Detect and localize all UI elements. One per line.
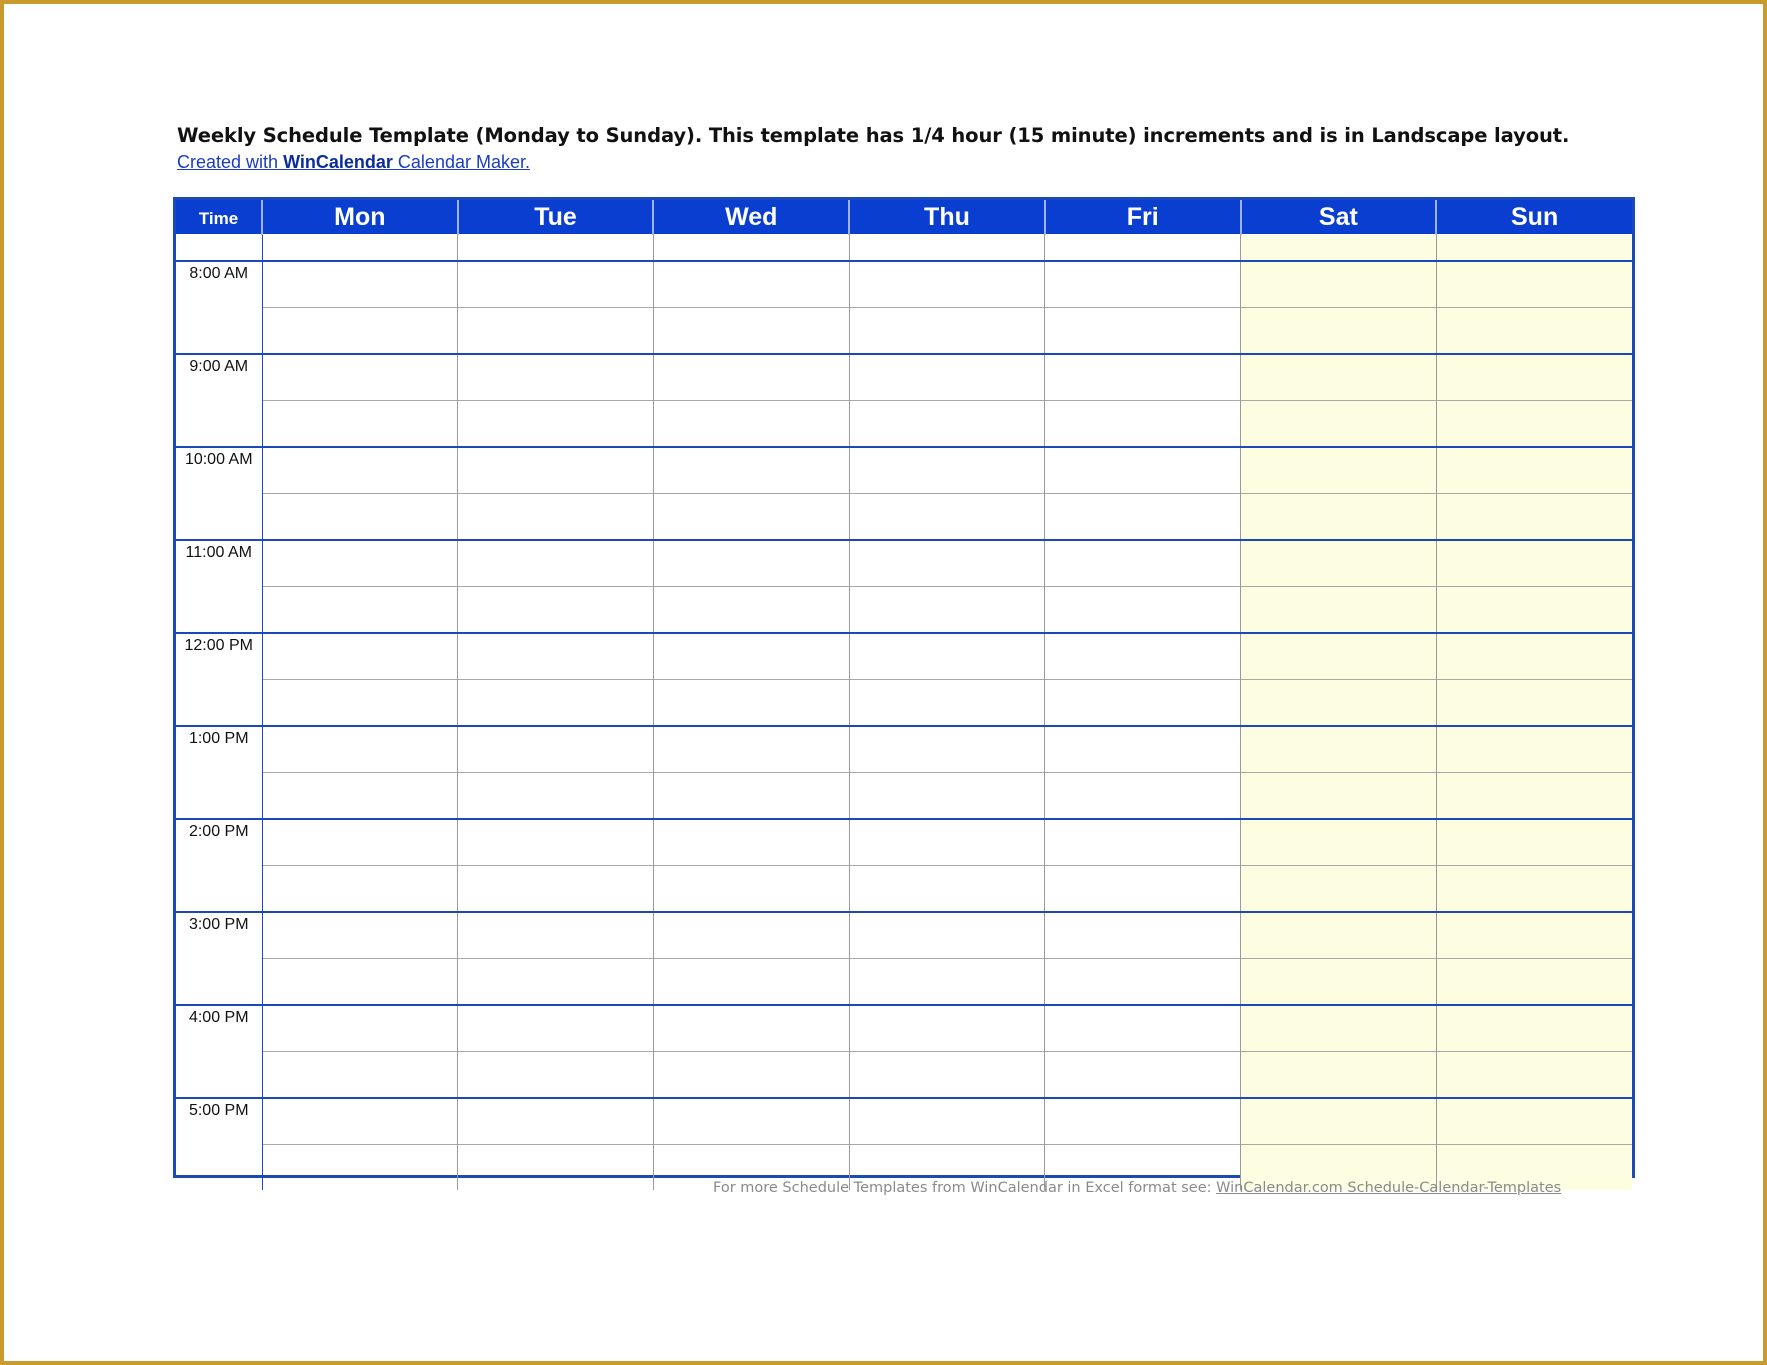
slot-thu-7-0[interactable]: [849, 912, 1045, 959]
slot-sat-4-1[interactable]: [1241, 680, 1437, 727]
slot-sat-blank[interactable]: [1241, 235, 1437, 262]
day-header-sat: Sat: [1241, 200, 1437, 235]
time-label: 2:00 PM: [176, 819, 262, 912]
slot-mon-blank[interactable]: [262, 235, 458, 262]
slot-tue-9-0[interactable]: [458, 1098, 654, 1145]
table-row: [176, 726, 1632, 773]
slot-tue-1-0[interactable]: [458, 354, 654, 401]
credit-link[interactable]: [177, 152, 530, 173]
slot-wed-2-1[interactable]: [653, 494, 849, 541]
slot-mon-4-0[interactable]: [262, 633, 458, 680]
slot-fri-3-1[interactable]: [1045, 587, 1241, 634]
table-row: [176, 540, 1632, 587]
slot-sun-0-1[interactable]: [1436, 308, 1632, 355]
slot-sat-7-0[interactable]: [1241, 912, 1437, 959]
table-row: [176, 401, 1632, 448]
slot-fri-5-0[interactable]: [1045, 726, 1241, 773]
slot-tue-0-1[interactable]: [458, 308, 654, 355]
table-row: [176, 354, 1632, 401]
slot-tue-9-1[interactable]: [458, 1145, 654, 1191]
slot-sun-1-1[interactable]: [1436, 401, 1632, 448]
slot-wed-0-0[interactable]: [653, 261, 849, 308]
table-row: [176, 773, 1632, 820]
slot-fri-7-1[interactable]: [1045, 959, 1241, 1006]
slot-sun-3-1[interactable]: [1436, 587, 1632, 634]
slot-thu-0-0[interactable]: [849, 261, 1045, 308]
schedule-body: [176, 235, 1632, 1191]
table-row: [176, 819, 1632, 866]
slot-wed-1-1[interactable]: [653, 401, 849, 448]
slot-fri-9-0[interactable]: [1045, 1098, 1241, 1145]
slot-mon-5-0[interactable]: [262, 726, 458, 773]
time-label: 10:00 AM: [176, 447, 262, 540]
slot-sun-5-0[interactable]: [1436, 726, 1632, 773]
day-header-wed: Wed: [653, 200, 849, 235]
credit-brand: WinCalendar: [283, 152, 393, 172]
slot-thu-9-0[interactable]: [849, 1098, 1045, 1145]
slot-sat-0-0[interactable]: [1241, 261, 1437, 308]
slot-fri-5-1[interactable]: [1045, 773, 1241, 820]
slot-fri-3-0[interactable]: [1045, 540, 1241, 587]
slot-thu-8-1[interactable]: [849, 1052, 1045, 1099]
slot-tue-1-1[interactable]: [458, 401, 654, 448]
slot-mon-2-1[interactable]: [262, 494, 458, 541]
slot-tue-0-0[interactable]: [458, 261, 654, 308]
slot-sat-9-0[interactable]: [1241, 1098, 1437, 1145]
slot-wed-8-0[interactable]: [653, 1005, 849, 1052]
slot-mon-1-1[interactable]: [262, 401, 458, 448]
slot-mon-0-1[interactable]: [262, 308, 458, 355]
slot-wed-blank[interactable]: [653, 235, 849, 262]
slot-sun-8-0[interactable]: [1436, 1005, 1632, 1052]
slot-wed-2-0[interactable]: [653, 447, 849, 494]
schedule-table: [176, 200, 1632, 1190]
slot-fri-4-1[interactable]: [1045, 680, 1241, 727]
slot-fri-8-0[interactable]: [1045, 1005, 1241, 1052]
credit-suffix: Calendar Maker.: [392, 152, 530, 172]
slot-mon-3-1[interactable]: [262, 587, 458, 634]
slot-thu-blank[interactable]: [849, 235, 1045, 262]
slot-tue-6-0[interactable]: [458, 819, 654, 866]
slot-sat-0-1[interactable]: [1241, 308, 1437, 355]
slot-mon-4-1[interactable]: [262, 680, 458, 727]
slot-thu-4-1[interactable]: [849, 680, 1045, 727]
time-label: 9:00 AM: [176, 354, 262, 447]
time-column-header: Time: [176, 200, 262, 235]
slot-thu-1-1[interactable]: [849, 401, 1045, 448]
slot-sun-7-1[interactable]: [1436, 959, 1632, 1006]
slot-sun-4-0[interactable]: [1436, 633, 1632, 680]
slot-fri-4-0[interactable]: [1045, 633, 1241, 680]
slot-thu-0-1[interactable]: [849, 308, 1045, 355]
slot-mon-7-0[interactable]: [262, 912, 458, 959]
slot-fri-0-0[interactable]: [1045, 261, 1241, 308]
slot-mon-2-0[interactable]: [262, 447, 458, 494]
table-row: [176, 1052, 1632, 1099]
slot-sun-6-1[interactable]: [1436, 866, 1632, 913]
slot-tue-7-1[interactable]: [458, 959, 654, 1006]
slot-tue-3-1[interactable]: [458, 587, 654, 634]
slot-sat-2-0[interactable]: [1241, 447, 1437, 494]
slot-fri-6-1[interactable]: [1045, 866, 1241, 913]
table-row: [176, 447, 1632, 494]
slot-wed-5-0[interactable]: [653, 726, 849, 773]
slot-wed-0-1[interactable]: [653, 308, 849, 355]
slot-thu-3-1[interactable]: [849, 587, 1045, 634]
slot-thu-6-0[interactable]: [849, 819, 1045, 866]
footer-text: For more Schedule Templates from WinCalendar in Excel format see:: [713, 1180, 1217, 1196]
slot-thu-2-0[interactable]: [849, 447, 1045, 494]
slot-tue-3-0[interactable]: [458, 540, 654, 587]
slot-tue-4-1[interactable]: [458, 680, 654, 727]
slot-mon-7-1[interactable]: [262, 959, 458, 1006]
slot-fri-7-0[interactable]: [1045, 912, 1241, 959]
slot-mon-9-0[interactable]: [262, 1098, 458, 1145]
slot-fri-1-0[interactable]: [1045, 354, 1241, 401]
slot-mon-6-0[interactable]: [262, 819, 458, 866]
table-row: [176, 308, 1632, 355]
slot-thu-1-0[interactable]: [849, 354, 1045, 401]
slot-wed-3-1[interactable]: [653, 587, 849, 634]
time-label: 8:00 AM: [176, 261, 262, 354]
footer-note: [713, 1180, 1561, 1196]
slot-sat-5-1[interactable]: [1241, 773, 1437, 820]
day-header-fri: Fri: [1045, 200, 1241, 235]
slot-wed-4-1[interactable]: [653, 680, 849, 727]
slot-tue-5-0[interactable]: [458, 726, 654, 773]
slot-sat-8-1[interactable]: [1241, 1052, 1437, 1099]
table-row: [176, 1005, 1632, 1052]
day-header-tue: Tue: [458, 200, 654, 235]
slot-mon-6-1[interactable]: [262, 866, 458, 913]
slot-tue-6-1[interactable]: [458, 866, 654, 913]
slot-wed-5-1[interactable]: [653, 773, 849, 820]
slot-sat-3-0[interactable]: [1241, 540, 1437, 587]
page-title: Weekly Schedule Template (Monday to Sunday). This template has 1/4 hour (15 minute) increments and is in Landscape layout.: [177, 124, 1570, 147]
time-label: 1:00 PM: [176, 726, 262, 819]
time-cell-blank: [176, 235, 262, 262]
slot-tue-blank[interactable]: [458, 235, 654, 262]
slot-wed-3-0[interactable]: [653, 540, 849, 587]
slot-mon-8-0[interactable]: [262, 1005, 458, 1052]
slot-fri-2-0[interactable]: [1045, 447, 1241, 494]
slot-sun-2-1[interactable]: [1436, 494, 1632, 541]
slot-thu-5-0[interactable]: [849, 726, 1045, 773]
slot-thu-2-1[interactable]: [849, 494, 1045, 541]
day-header-thu: Thu: [849, 200, 1045, 235]
slot-sun-4-1[interactable]: [1436, 680, 1632, 727]
day-header-mon: Mon: [262, 200, 458, 235]
slot-sun-7-0[interactable]: [1436, 912, 1632, 959]
table-row: [176, 587, 1632, 634]
slot-tue-4-0[interactable]: [458, 633, 654, 680]
weekly-schedule: [173, 197, 1635, 1178]
slot-sat-6-0[interactable]: [1241, 819, 1437, 866]
slot-wed-6-1[interactable]: [653, 866, 849, 913]
slot-sat-1-1[interactable]: [1241, 401, 1437, 448]
slot-wed-7-0[interactable]: [653, 912, 849, 959]
credit-prefix: Created with: [177, 152, 284, 172]
slot-thu-6-1[interactable]: [849, 866, 1045, 913]
blank-row: [176, 235, 1632, 262]
footer-link[interactable]: WinCalendar.com Schedule-Calendar-Templates: [1216, 1180, 1562, 1196]
slot-sun-2-0[interactable]: [1436, 447, 1632, 494]
slot-sat-8-0[interactable]: [1241, 1005, 1437, 1052]
slot-mon-8-1[interactable]: [262, 1052, 458, 1099]
slot-sat-2-1[interactable]: [1241, 494, 1437, 541]
slot-sat-7-1[interactable]: [1241, 959, 1437, 1006]
slot-fri-2-1[interactable]: [1045, 494, 1241, 541]
slot-sat-6-1[interactable]: [1241, 866, 1437, 913]
table-row: [176, 1098, 1632, 1145]
slot-wed-4-0[interactable]: [653, 633, 849, 680]
slot-thu-5-1[interactable]: [849, 773, 1045, 820]
slot-tue-2-1[interactable]: [458, 494, 654, 541]
slot-tue-2-0[interactable]: [458, 447, 654, 494]
schedule-header-row: [176, 200, 1632, 235]
slot-fri-1-1[interactable]: [1045, 401, 1241, 448]
table-row: [176, 261, 1632, 308]
slot-mon-1-0[interactable]: [262, 354, 458, 401]
slot-sun-blank[interactable]: [1436, 235, 1632, 262]
slot-wed-1-0[interactable]: [653, 354, 849, 401]
slot-fri-6-0[interactable]: [1045, 819, 1241, 866]
slot-sat-4-0[interactable]: [1241, 633, 1437, 680]
slot-tue-5-1[interactable]: [458, 773, 654, 820]
slot-tue-8-0[interactable]: [458, 1005, 654, 1052]
slot-fri-8-1[interactable]: [1045, 1052, 1241, 1099]
slot-sun-5-1[interactable]: [1436, 773, 1632, 820]
slot-thu-4-0[interactable]: [849, 633, 1045, 680]
table-row: [176, 866, 1632, 913]
time-label: 11:00 AM: [176, 540, 262, 633]
time-label: 12:00 PM: [176, 633, 262, 726]
slot-sun-9-0[interactable]: [1436, 1098, 1632, 1145]
table-row: [176, 680, 1632, 727]
slot-tue-8-1[interactable]: [458, 1052, 654, 1099]
table-row: [176, 959, 1632, 1006]
slot-thu-3-0[interactable]: [849, 540, 1045, 587]
slot-tue-7-0[interactable]: [458, 912, 654, 959]
slot-sun-6-0[interactable]: [1436, 819, 1632, 866]
slot-sun-3-0[interactable]: [1436, 540, 1632, 587]
table-row: [176, 633, 1632, 680]
slot-sun-0-0[interactable]: [1436, 261, 1632, 308]
slot-fri-0-1[interactable]: [1045, 308, 1241, 355]
slot-wed-6-0[interactable]: [653, 819, 849, 866]
time-label: 4:00 PM: [176, 1005, 262, 1098]
slot-fri-blank[interactable]: [1045, 235, 1241, 262]
slot-wed-7-1[interactable]: [653, 959, 849, 1006]
slot-mon-9-1[interactable]: [262, 1145, 458, 1191]
slot-sat-5-0[interactable]: [1241, 726, 1437, 773]
slot-sat-3-1[interactable]: [1241, 587, 1437, 634]
time-label: 3:00 PM: [176, 912, 262, 1005]
slot-mon-3-0[interactable]: [262, 540, 458, 587]
table-row: [176, 912, 1632, 959]
slot-wed-8-1[interactable]: [653, 1052, 849, 1099]
slot-wed-9-0[interactable]: [653, 1098, 849, 1145]
slot-mon-0-0[interactable]: [262, 261, 458, 308]
day-header-sun: Sun: [1436, 200, 1632, 235]
slot-thu-7-1[interactable]: [849, 959, 1045, 1006]
slot-sun-8-1[interactable]: [1436, 1052, 1632, 1099]
time-label: 5:00 PM: [176, 1098, 262, 1190]
slot-sun-1-0[interactable]: [1436, 354, 1632, 401]
slot-sat-1-0[interactable]: [1241, 354, 1437, 401]
slot-thu-8-0[interactable]: [849, 1005, 1045, 1052]
slot-mon-5-1[interactable]: [262, 773, 458, 820]
table-row: [176, 494, 1632, 541]
